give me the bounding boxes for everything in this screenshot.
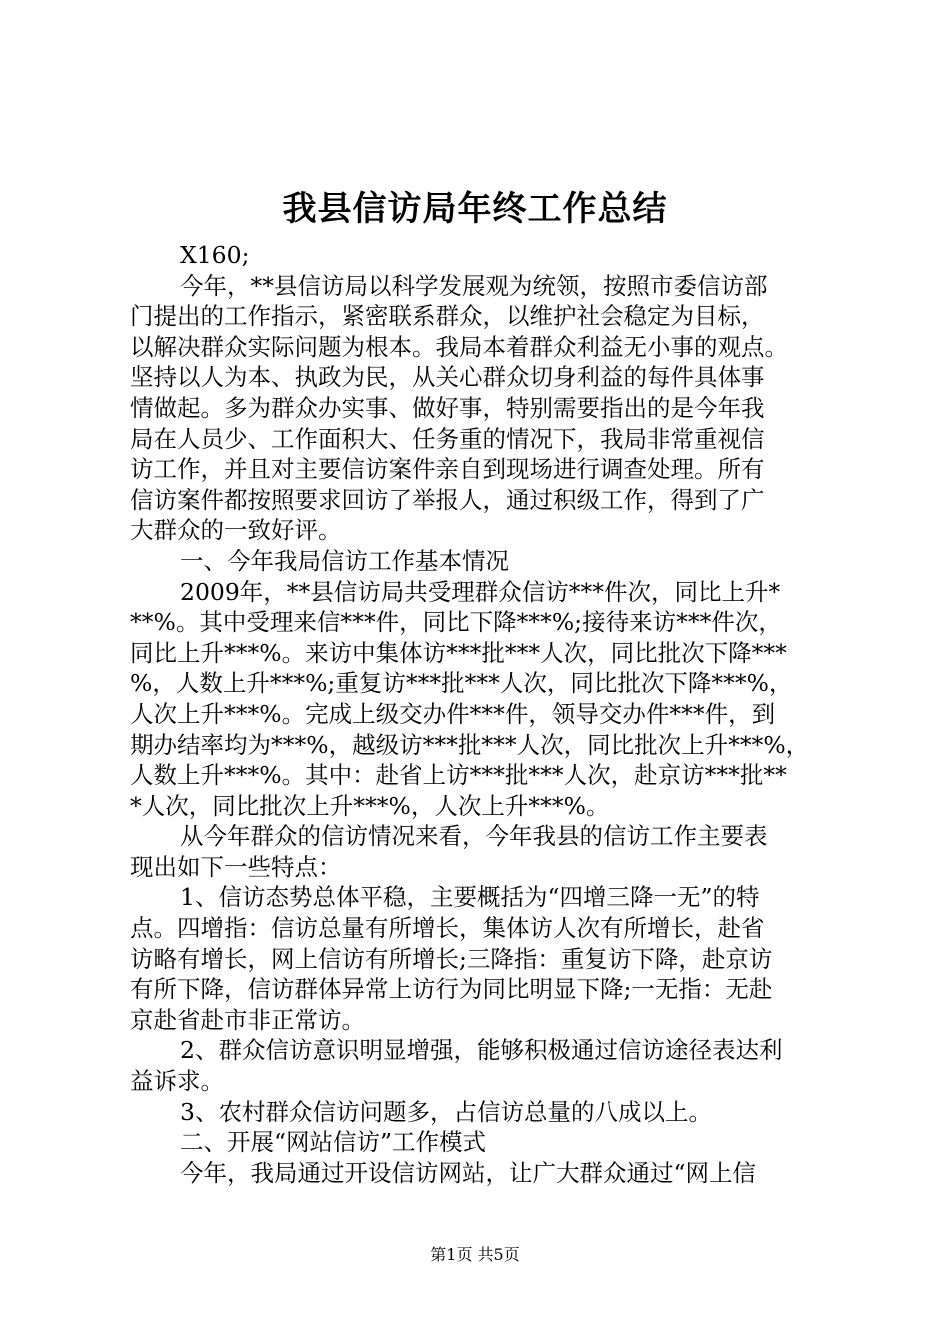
body-text-line: 大群众的一致好评。 xyxy=(130,516,342,545)
body-text-line: 1、信访态势总体平稳，主要概括为“四增三降一无”的特 xyxy=(180,883,760,912)
body-text-line: 人数上升***%。其中：赴省上访***批***人次，赴京访***批** xyxy=(130,761,787,790)
body-text-line: 坚持以人为本、执政为民，从关心群众切身利益的每件具体事 xyxy=(130,363,765,392)
body-text-line: 以解决群众实际问题为根本。我局本着群众利益无小事的观点。 xyxy=(130,332,788,361)
body-text-line: 同比上升***%。来访中集体访***批***人次，同比批次下降*** xyxy=(130,638,787,667)
document-body xyxy=(130,240,838,1188)
body-text-line: 人次上升***%。完成上级交办件***件，领导交办件***件，到 xyxy=(130,699,776,728)
body-text-line: 情做起。多为群众办实事、做好事，特别需要指出的是今年我 xyxy=(130,393,765,422)
body-text-line: 有所下降，信访群体异常上访行为同比明显下降;一无指：无赴 xyxy=(130,975,773,1004)
page-footer: 第1页 共5页 xyxy=(430,1245,520,1264)
body-text-line: **%。其中受理来信***件，同比下降***%;接待来访***件次， xyxy=(130,608,782,637)
body-text-line: %，人数上升***%;重复访***批***人次，同比批次下降***%， xyxy=(130,669,793,698)
body-text-line: 2009年，**县信访局共受理群众信访***件次，同比上升* xyxy=(180,577,781,606)
body-text-line: 现出如下一些特点： xyxy=(130,852,342,881)
body-text-line: 局在人员少、工作面积大、任务重的情况下，我局非常重视信 xyxy=(130,424,765,453)
body-text-line: 从今年群众的信访情况来看，今年我县的信访工作主要表 xyxy=(180,822,768,851)
body-text-line: *人次，同比批次上升***%，人次上升***%。 xyxy=(130,791,610,820)
body-text-line: 信访案件都按照要求回访了举报人，通过积级工作，得到了广 xyxy=(130,485,765,514)
body-text-line: 点。四增指：信访总量有所增长，集体访人次有所增长，赴省 xyxy=(130,914,765,943)
body-text-line: 二、开展“网站信访”工作模式 xyxy=(180,1128,487,1157)
body-text-line: 访略有增长，网上信访有所增长;三降指：重复访下降，赴京访 xyxy=(130,944,773,973)
body-text-line: 3、农村群众信访问题多，占信访总量的八成以上。 xyxy=(180,1097,712,1126)
body-text-line: 门提出的工作指示，紧密联系群众，以维护社会稳定为目标， xyxy=(130,302,765,331)
body-text-line: X160; xyxy=(180,241,250,269)
body-text-line: 访工作，并且对主要信访案件亲自到现场进行调查处理。所有 xyxy=(130,455,765,484)
page-title: 我县信访局年终工作总结 xyxy=(282,189,668,229)
body-text-line: 2、群众信访意识明显增强，能够积极通过信访途径表达利 xyxy=(180,1036,783,1065)
body-text-line: 今年，我局通过开设信访网站，让广大群众通过“网上信 xyxy=(180,1158,757,1187)
body-text-line: 期办结率均为***%，越级访***批***人次，同比批次上升***%， xyxy=(130,730,810,759)
body-text-line: 今年，**县信访局以科学发展观为统领，按照市委信访部 xyxy=(180,271,768,300)
body-text-line: 益诉求。 xyxy=(130,1067,224,1096)
body-text-line: 一、今年我局信访工作基本情况 xyxy=(180,546,509,575)
body-text-line: 京赴省赴市非正常访。 xyxy=(130,1005,365,1034)
